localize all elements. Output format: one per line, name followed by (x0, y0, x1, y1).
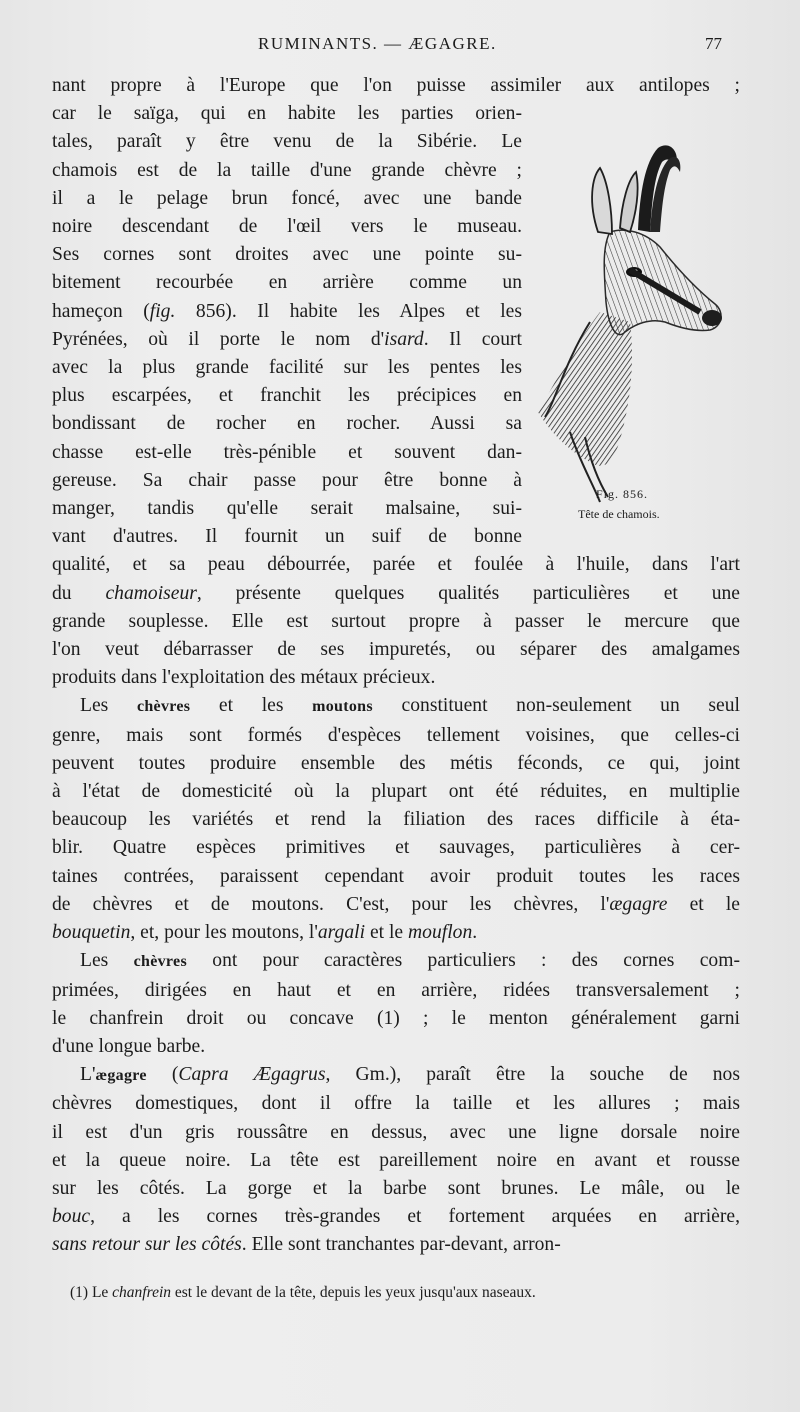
text-run: est le devant de la tête, depuis les yeux jusqu'aux naseaux. (171, 1284, 536, 1301)
paragraph (52, 692, 740, 947)
text-line (52, 1090, 740, 1118)
text-run: primées, dirigées en haut et en arrière, ridées transversalement ; (52, 979, 740, 1001)
text-line (52, 1061, 740, 1090)
text-line (52, 157, 522, 185)
text-run: d'une longue barbe. (52, 1035, 206, 1057)
italic-term: ægagre (609, 893, 668, 915)
text-run: il a le pelage brun foncé, avec une bande (52, 187, 522, 209)
text-run: Pyrénées, où il porte le nom d' (52, 328, 385, 350)
text-line (52, 354, 522, 382)
text-run: ont pour caractères particuliers : des cornes com- (186, 950, 740, 972)
italic-term: bouquetin (52, 922, 131, 944)
bold-term: moutons (312, 698, 373, 716)
text-run: Ses cornes sont droites avec une pointe su- (52, 244, 522, 266)
text-line (52, 128, 522, 156)
text-run: chamois est de la taille d'une grande chèvre ; (52, 159, 522, 181)
text-line (52, 919, 740, 947)
text-run: hameçon ( (52, 300, 150, 322)
text-run: chèvres domestiques, dont il offre la taille et les allures ; mais (52, 1093, 740, 1115)
text-line (52, 806, 740, 834)
text-line (52, 977, 740, 1005)
text-run: nant propre à l'Europe que l'on puisse assimiler aux antilopes ; (52, 75, 740, 96)
footnote (70, 1284, 536, 1302)
text-line (52, 778, 740, 806)
text-run: et la queue noire. La tête est pareillement noire en avant et rousse (52, 1149, 740, 1171)
text-run: taines contrées, paraissent cependant avoir produit toutes les races (52, 865, 740, 887)
paragraph (52, 947, 740, 1061)
text-run: . Il court (423, 328, 522, 350)
text-run: bondissant de rocher en rocher. Aussi sa (52, 413, 522, 435)
text-line (52, 722, 740, 750)
text-run: avec la plus grande facilité sur les pentes les (52, 357, 522, 379)
figure-label: Fig. 856. (596, 487, 649, 501)
text-run: Les (80, 950, 134, 972)
text-run: ( (146, 1064, 179, 1086)
text-line (52, 382, 522, 410)
text-line (52, 891, 740, 919)
text-line (52, 636, 740, 664)
text-run: , Gm.), paraît être la souche de nos (325, 1064, 740, 1086)
text-line (52, 1005, 740, 1033)
body-text (52, 72, 740, 1260)
text-run: produits dans l'exploitation des métaux précieux. (52, 667, 436, 689)
text-line (52, 692, 740, 721)
text-run: le chanfrein droit ou concave (1) ; le menton généralement garni (52, 1007, 740, 1029)
text-run: grande souplesse. Elle est surtout propre à passer le mercure que (52, 610, 740, 632)
text-run: , présente quelques qualités particulières et une (196, 582, 741, 604)
text-run: et le (667, 893, 741, 915)
text-run: genre, mais sont formés d'espèces tellement voisines, que celles-ci (52, 724, 740, 746)
italic-term: sans retour sur les côtés (52, 1234, 242, 1256)
text-line (52, 664, 740, 692)
text-run: L' (80, 1064, 96, 1086)
text-line (52, 72, 740, 100)
text-line (52, 1147, 740, 1175)
running-head: RUMINANTS. — ÆGAGRE. (258, 34, 497, 53)
paragraph (52, 1061, 740, 1259)
text-line (52, 1119, 740, 1147)
text-run: gereuse. Sa chair passe pour être bonne à (52, 469, 522, 491)
text-line (52, 523, 522, 551)
page-number: 77 (705, 34, 722, 53)
text-run: qualité, et sa peau débourrée, parée et foulée à l'huile, dans l'art (52, 554, 740, 576)
text-run: noire descendant de l'œil vers le museau. (52, 216, 522, 238)
italic-term: chanfrein (112, 1284, 172, 1301)
text-line (52, 863, 740, 891)
text-run: constituent non-seulement un seul (372, 695, 740, 717)
text-run: et le (365, 922, 409, 944)
text-line (52, 298, 522, 326)
italic-term: bouc (52, 1206, 91, 1228)
text-line (52, 608, 740, 636)
text-run: (1) Le (70, 1284, 113, 1301)
bold-term: chèvres (133, 953, 187, 971)
text-run: . (472, 922, 478, 944)
text-line (52, 100, 522, 128)
text-line (52, 185, 522, 213)
text-line (52, 1203, 740, 1231)
text-line (52, 1033, 740, 1061)
text-line (52, 834, 740, 862)
text-run: l'on veut débarrasser de ses impuretés, ou séparer des amalgames (52, 639, 740, 661)
text-line (52, 1231, 740, 1259)
text-line (52, 326, 522, 354)
text-run: manger, tandis qu'elle serait malsaine, sui- (52, 498, 522, 520)
text-line (52, 750, 740, 778)
bold-term: chèvres (136, 698, 191, 716)
text-line (52, 580, 740, 608)
text-run: bitement recourbée en arrière comme un (52, 272, 522, 294)
text-run: plus escarpées, et franchit les précipices en (52, 385, 522, 407)
text-line (52, 1175, 740, 1203)
text-run: du (52, 582, 106, 604)
text-run: vant d'autres. Il fournit un suif de bonne (52, 526, 522, 548)
text-run: et les (190, 695, 313, 717)
text-run: Les (80, 695, 137, 717)
text-run: . Elle sont tranchantes par-devant, arron- (241, 1234, 561, 1256)
italic-term: isard (384, 328, 424, 350)
italic-term: argali (317, 922, 366, 944)
text-line (52, 495, 522, 523)
page-header (0, 34, 800, 62)
text-run: chasse est-elle très-pénible et souvent dan- (52, 441, 522, 463)
text-run: blir. Quatre espèces primitives et sauvages, particulières à cer- (52, 837, 740, 859)
text-run: sur les côtés. La gorge et la barbe sont brunes. Le mâle, ou le (52, 1177, 740, 1199)
text-line (52, 410, 522, 438)
text-run: car le saïga, qui en habite les parties orien- (52, 103, 522, 125)
text-line (52, 439, 522, 467)
text-line (52, 551, 740, 579)
italic-term: mouflon (408, 922, 473, 944)
text-run: beaucoup les variétés et rend la filiation des races difficile à éta- (52, 809, 740, 831)
text-line (52, 467, 522, 495)
text-run: 856). Il habite les Alpes et les (175, 300, 522, 322)
figure-caption: Tête de chamois. (578, 507, 660, 521)
text-run: , et, pour les moutons, l' (130, 922, 318, 944)
text-run: tales, paraît y être venu de la Sibérie. Le (52, 131, 522, 153)
text-run: peuvent toutes produire ensemble des métis féconds, ce qui, joint (52, 752, 740, 774)
italic-term: Capra Ægagrus (178, 1064, 326, 1086)
text-run: à l'état de domesticité où la plupart ont été réduites, en multiplie (52, 781, 740, 803)
text-line (52, 947, 740, 976)
text-line (52, 213, 522, 241)
bold-term: ægagre (95, 1067, 147, 1085)
italic-term: chamoiseur (105, 582, 197, 604)
text-run: il est d'un gris roussâtre en dessus, avec une ligne dorsale noire (52, 1121, 740, 1143)
text-run: , a les cornes très-grandes et fortement arquées en arrière, (90, 1206, 740, 1228)
text-line (52, 241, 522, 269)
italic-term: fig. (149, 300, 176, 322)
text-line (52, 269, 522, 297)
text-run: de chèvres et de moutons. C'est, pour les chèvres, l' (52, 893, 610, 915)
paragraph (52, 72, 740, 692)
